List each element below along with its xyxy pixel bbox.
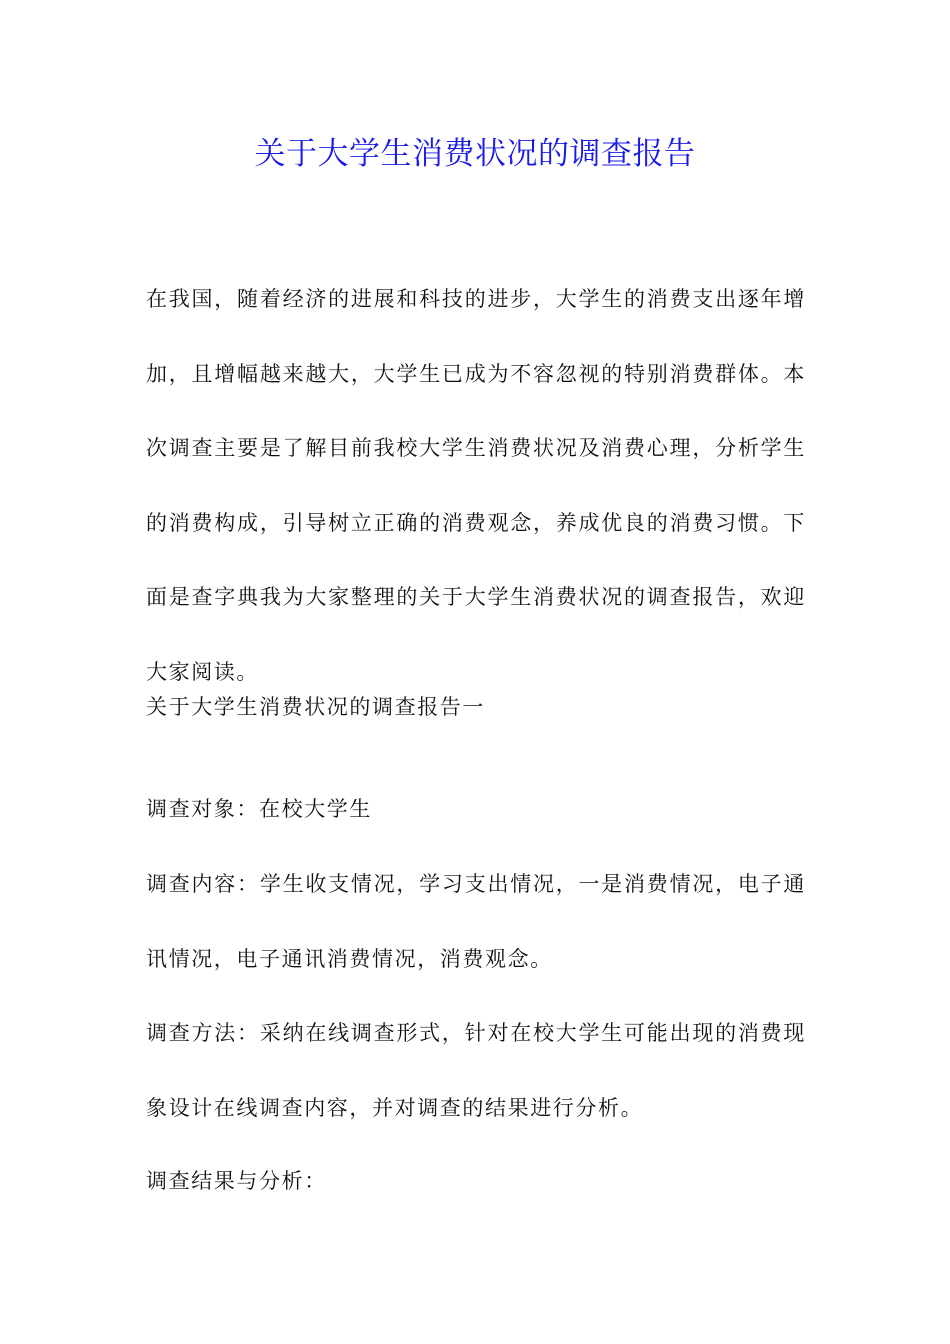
results-heading: 调查结果与分析： <box>146 1169 327 1193</box>
survey-method: 调查方法：采纳在线调查形式，针对在校大学生可能出现的消费现象设计在线调查内容，并对调查的结果进行分析。 <box>146 1021 806 1120</box>
survey-content: 调查内容：学生收支情况，学习支出情况，一是消费情况，电子通讯情况，电子通讯消费情况，消费观念。 <box>146 872 806 971</box>
intro-paragraph: 在我国，随着经济的进展和科技的进步，大学生的消费支出逐年增加，且增幅越来越大，大学生已成为不容忽视的特别消费群体。本次调查主要是了解目前我校大学生消费状况及消费心理，分析学生的消费构成，引导树立正确的消费观念，养成优良的消费习惯。下面是查字典我为大家整理的关于大学生消费状况的调查报告，欢迎大家阅读。 <box>146 287 806 684</box>
survey-subject: 调查对象：在校大学生 <box>146 797 372 821</box>
section-heading: 关于大学生消费状况的调查报告一 <box>146 695 485 719</box>
page-title: 关于大学生消费状况的调查报告 <box>254 136 696 172</box>
